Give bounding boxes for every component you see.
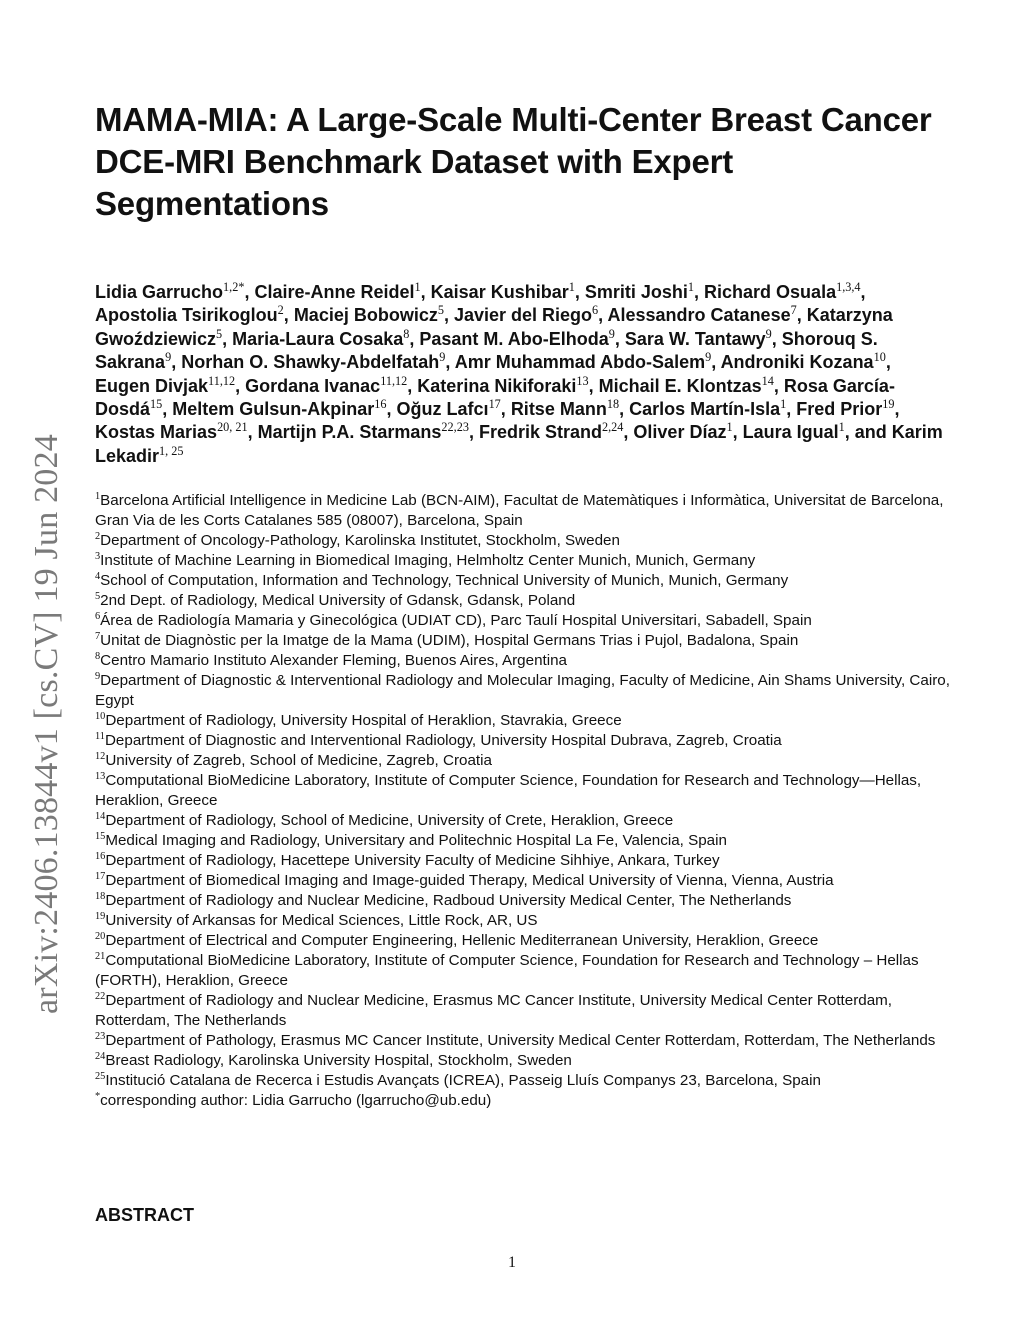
affiliation-text: Área de Radiología Mamaria y Ginecológica (UDIAT CD), Parc Taulí Hospital Universitari, Sabadell, Spain (100, 612, 812, 629)
affiliation-text: University of Zagreb, School of Medicine, Zagreb, Croatia (105, 752, 492, 769)
author-name: Lidia Garrucho (95, 282, 224, 302)
author-name: Amr Muhammad Abdo-Salem (454, 352, 706, 373)
author-affiliation-marker: 5 (437, 303, 444, 318)
author-affiliation-marker: 9 (608, 326, 615, 341)
affiliation-list (95, 491, 955, 1111)
affiliation-text: Institute of Machine Learning in Biomedical Imaging, Helmholtz Center Munich, Munich, Germany (100, 552, 756, 569)
affiliation-item (95, 611, 955, 631)
author-affiliation-marker: 1 (838, 420, 845, 435)
author-affiliation-marker: 6 (592, 303, 599, 318)
author-name: Sara W. Tantawy (624, 328, 766, 349)
affiliation-item (95, 991, 955, 1031)
author-name: Karim Lekadir (95, 422, 943, 466)
affiliation-text: Institució Catalana de Recerca i Estudis Avançats (ICREA), Passeig Lluís Companys 23, Barcelona, Spain (105, 1072, 821, 1089)
affiliation-text: Centro Mamario Instituto Alexander Fleming, Buenos Aires, Argentina (100, 652, 568, 669)
arxiv-identifier: arXiv:2406.13844v1 [cs.CV] 19 Jun 2024 (28, 434, 65, 1014)
affiliation-item (95, 1071, 955, 1091)
affiliation-number: 16 (95, 850, 106, 862)
author-affiliation-marker: 1 (726, 420, 733, 435)
author-name: Maria-Laura Cosaka (232, 328, 404, 349)
affiliation-number: 9 (95, 670, 101, 682)
affiliation-text: 2nd Dept. of Radiology, Medical University of Gdansk, Gdansk, Poland (100, 592, 576, 609)
affiliation-item (95, 491, 955, 531)
author-name: Martijn P.A. Starmans (257, 422, 442, 443)
affiliation-number: 14 (95, 810, 106, 822)
author-name: Javier del Riego (453, 305, 593, 326)
affiliation-number: 18 (95, 890, 106, 902)
author-name: Rosa García-Dosdá (95, 375, 895, 420)
affiliation-number: 23 (95, 1030, 106, 1042)
author-name: Claire-Anne Reidel (254, 282, 415, 302)
affiliation-text: Department of Radiology and Nuclear Medicine, Erasmus MC Cancer Institute, University Medical Center Rotterdam, Rotterdam, The Netherlands (95, 992, 893, 1029)
author-affiliation-marker: 1,3,4 (836, 280, 861, 294)
author-affiliation-marker: 17 (488, 397, 501, 412)
affiliation-text: Department of Radiology and Nuclear Medicine, Radboud University Medical Center, The Netherlands (105, 892, 792, 909)
affiliation-item (95, 711, 955, 731)
affiliation-number: 15 (95, 830, 106, 842)
affiliation-number: 25 (95, 1070, 106, 1082)
author-affiliation-marker: 1 (687, 280, 695, 294)
author-affiliation-marker: 14 (761, 373, 774, 388)
author-affiliation-marker: 22,23 (441, 420, 469, 435)
author-affiliation-marker: 2,24 (601, 420, 624, 435)
author-name: Apostolia Tsirikoglou (95, 305, 278, 326)
affiliation-item (95, 811, 955, 831)
author-affiliation-marker: 10 (873, 350, 886, 365)
author-affiliation-marker: 19 (882, 397, 895, 412)
author-name: Carlos Martín-Isla (629, 399, 781, 420)
author-affiliation-marker: 1, 25 (159, 443, 184, 458)
author-affiliation-marker: 7 (790, 303, 797, 318)
author-affiliation-marker: 18 (606, 397, 620, 412)
affiliation-number: 2 (95, 530, 101, 542)
author-affiliation-marker: 9 (439, 350, 446, 365)
affiliation-item (95, 571, 955, 591)
affiliation-item (95, 1051, 955, 1071)
affiliation-item (95, 891, 955, 911)
affiliation-number: 4 (95, 570, 101, 582)
author-name: Fred Prior (796, 399, 883, 420)
affiliation-text: Computational BioMedicine Laboratory, Institute of Computer Science, Foundation for Research and Technology—Hellas, Heraklion, Greece (95, 772, 922, 809)
affiliation-number: 13 (95, 770, 106, 782)
affiliation-text: Department of Biomedical Imaging and Image-guided Therapy, Medical University of Vienna, Vienna, Austria (105, 872, 834, 889)
affiliation-text: Department of Radiology, University Hospital of Heraklion, Stavrakia, Greece (105, 712, 622, 729)
affiliation-item (95, 751, 955, 771)
author-affiliation-marker: 11,12 (208, 373, 236, 388)
author-name: Eugen Divjak (95, 375, 209, 396)
affiliation-text: Department of Radiology, Hacettepe University Faculty of Medicine Sihhiye, Ankara, Turkey (105, 852, 720, 869)
affiliation-text: University of Arkansas for Medical Sciences, Little Rock, AR, US (105, 912, 538, 929)
affiliation-item (95, 931, 955, 951)
page-number: 1 (508, 1254, 516, 1271)
author-name: Katerina Nikiforaki (417, 375, 577, 396)
affiliation-item (95, 771, 955, 811)
author-affiliation-marker: 2 (277, 303, 284, 318)
author-name: Oğuz Lafcı (396, 399, 489, 420)
affiliation-item (95, 651, 955, 671)
author-affiliation-marker: 8 (403, 326, 410, 341)
affiliation-number: 3 (95, 550, 101, 562)
author-affiliation-marker: 1,2* (223, 280, 245, 294)
author-name: Fredrik Strand (478, 422, 602, 443)
affiliation-number: 17 (95, 870, 106, 882)
author-affiliation-marker: 1 (780, 397, 787, 412)
affiliation-item (95, 871, 955, 891)
author-name: Richard Osuala (704, 282, 837, 302)
affiliation-text: School of Computation, Information and Technology, Technical University of Munich, Munich, Germany (100, 572, 789, 589)
author-name: Ritse Mann (510, 399, 607, 420)
author-affiliation-marker: 1 (568, 280, 575, 294)
affiliation-text: Department of Oncology-Pathology, Karolinska Institutet, Stockholm, Sweden (100, 532, 620, 549)
abstract-heading: ABSTRACT (95, 1205, 194, 1225)
affiliation-number: * (95, 1090, 101, 1102)
affiliation-item (95, 531, 955, 551)
affiliation-number: 8 (95, 650, 101, 662)
affiliation-number: 21 (95, 950, 106, 962)
author-name: Androniki Kozana (720, 352, 874, 373)
author-affiliation-marker: 16 (374, 397, 387, 412)
affiliation-text: Unitat de Diagnòstic per la Imatge de la Mama (UDIM), Hospital Germans Trias i Pujol, Badalona, Spain (100, 632, 799, 649)
affiliation-item (95, 591, 955, 611)
author-name: Oliver Díaz (633, 422, 727, 443)
affiliation-number: 6 (95, 610, 101, 622)
affiliation-item (95, 851, 955, 871)
affiliation-item (95, 951, 955, 991)
paper-title: MAMA-MIA: A Large-Scale Multi-Center Breast Cancer DCE-MRI Benchmark Dataset with Expert Segmentations (95, 101, 932, 222)
affiliation-text: Medical Imaging and Radiology, Universitary and Politechnic Hospital La Fe, Valencia, Spain (105, 832, 727, 849)
author-name: Shorouq S. Sakrana (95, 328, 878, 373)
affiliation-item (95, 911, 955, 931)
affiliation-item (95, 631, 955, 651)
affiliation-text: Breast Radiology, Karolinska University Hospital, Stockholm, Sweden (105, 1052, 572, 1069)
author-name: Smriti Joshi (584, 282, 688, 302)
author-affiliation-marker: 1 (414, 280, 421, 294)
affiliation-number: 10 (95, 710, 106, 722)
affiliation-text: Barcelona Artificial Intelligence in Medicine Lab (BCN-AIM), Facultat de Matemàtiques i Informàtica, Universitat de Barcelona, Gran Via de les Corts Catalanes 585 (08007), Barcelona, Spain (95, 492, 944, 529)
author-affiliation-marker: 9 (765, 326, 772, 341)
affiliation-item (95, 1091, 955, 1111)
author-affiliation-marker: 9 (165, 350, 172, 365)
author-name: Norhan O. Shawky-Abdelfatah (181, 352, 440, 373)
affiliation-number: 7 (95, 630, 101, 642)
author-list: Lidia Garrucho$^{1,2*}$, Claire-Anne Reidel$^1$, Kaisar Kushibar$^1$, Smriti Joshi$^1$, Richard Osuala$^{1,3,4}$, Apostolia Tsirikoglou$^2$, Maciej Bobowicz$^5$, Javier del Riego$^6$, Alessandro Catanese$^7$, Katarzyna Gwoździewicz$^5$, Maria-Laura Cosaka$^8$, Pasant M. Abo-Elhoda$^9$, Sara W. Tantawy$^9$, Shorouq S. Sakrana$^9$, Norhan O. Shawky-Abdelfatah$^9$, Amr Muhammad Abdo-Salem$^9$, Androniki Kozana$^{10}$, Eugen Divjak$^{11,12}$, Gordana Ivanac$^{11,12}$, Katerina Nikiforaki$^{13}$, Michail E. Klontzas$^{14}$, Rosa García-Dosdá$^{15}$, Meltem Gulsun-Akpinar$^{16}$, Oğuz Lafcı$^{17}$, Ritse Mann$^{18}$, Carlos Martín-Isla$^1$, Fred Prior$^{19}$, Kostas Marias$^{20, 21}$, Martijn P.A. Starmans$^{22,23}$, Fredrik Strand$^{2,24}$, Oliver Díaz$^1$, Laura Igual$^1$, and Karim Lekadir$^{1, 25}$ (95, 280, 943, 466)
author-name: Alessandro Catanese (607, 305, 791, 326)
affiliation-text: Computational BioMedicine Laboratory, Institute of Computer Science, Foundation for Research and Technology – Hellas (FORTH), Heraklion, Greece (95, 952, 919, 989)
affiliation-number: 20 (95, 930, 106, 942)
affiliation-text: Department of Diagnostic and Interventional Radiology, University Hospital Dubrava, Zagreb, Croatia (104, 732, 782, 749)
affiliation-text: Department of Electrical and Computer Engineering, Hellenic Mediterranean University, Heraklion, Greece (105, 932, 819, 949)
author-affiliation-marker: 13 (576, 373, 589, 388)
affiliation-number: 24 (95, 1050, 106, 1062)
affiliation-number: 11 (95, 730, 105, 742)
affiliation-text: Department of Diagnostic & Interventional Radiology and Molecular Imaging, Faculty of Medicine, Ain Shams University, Cairo, Egypt (95, 672, 950, 709)
author-name: Katarzyna Gwoździewicz (95, 305, 893, 349)
author-name: Michail E. Klontzas (598, 375, 762, 396)
affiliation-number: 12 (95, 750, 106, 762)
author-affiliation-marker: 9 (705, 350, 712, 365)
author-name: Pasant M. Abo-Elhoda (419, 328, 609, 349)
affiliation-item (95, 551, 955, 571)
affiliation-item (95, 671, 955, 711)
affiliation-number: 1 (95, 490, 101, 502)
affiliation-item (95, 1031, 955, 1051)
affiliation-item (95, 831, 955, 851)
affiliation-text: Department of Radiology, School of Medicine, University of Crete, Heraklion, Greece (105, 812, 674, 829)
author-name: Maciej Bobowicz (293, 305, 438, 326)
author-affiliation-marker: 20, 21 (217, 420, 248, 435)
author-affiliation-marker: 5 (216, 326, 223, 341)
affiliation-text: Department of Pathology, Erasmus MC Cancer Institute, University Medical Center Rotterdam, Rotterdam, The Netherlands (105, 1032, 936, 1049)
author-name: Meltem Gulsun-Akpinar (172, 399, 375, 420)
author-name: Kostas Marias (95, 422, 218, 443)
author-affiliation-marker: 15 (150, 397, 163, 412)
affiliation-text: corresponding author: Lidia Garrucho (lgarrucho@ub.edu) (100, 1092, 492, 1109)
affiliation-number: 19 (95, 910, 106, 922)
author-name: Gordana Ivanac (245, 375, 381, 396)
author-affiliation-marker: 11,12 (380, 373, 408, 388)
affiliation-item (95, 731, 955, 751)
affiliation-number: 5 (95, 590, 101, 602)
author-name: Laura Igual (742, 422, 839, 443)
affiliation-number: 22 (95, 990, 106, 1002)
author-name: Kaisar Kushibar (430, 282, 569, 302)
